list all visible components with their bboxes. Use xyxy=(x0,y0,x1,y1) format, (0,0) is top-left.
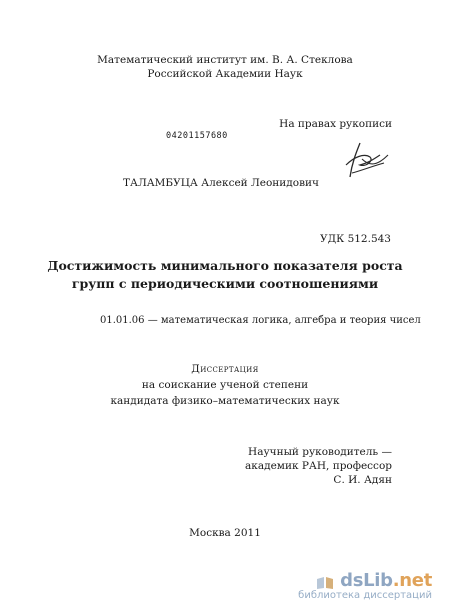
dissertation-type: Диссертация xyxy=(191,363,259,375)
institute-line-1: Математический институт им. В. А. Стеклова xyxy=(97,54,353,66)
author-name: ТАЛАМБУЦА Алексей Леонидович xyxy=(123,177,319,189)
advisor-role: Научный руководитель — xyxy=(248,446,392,458)
watermark-caption: библиотека диссертаций xyxy=(298,590,432,601)
dissertation-degree: кандидата физико–математических наук xyxy=(110,395,340,407)
advisor-name: С. И. Адян xyxy=(333,474,392,486)
dissertation-title xyxy=(0,257,450,293)
title-line-2: групп с периодическими соотношениями xyxy=(71,276,379,291)
signature xyxy=(340,137,392,183)
dissertation-type-block xyxy=(0,363,450,411)
watermark xyxy=(298,570,432,601)
archive-code: 04201157680 xyxy=(166,131,228,141)
advisor-rank: академик РАН, профессор xyxy=(245,460,392,472)
specialty: 01.01.06 — математическая логика, алгебра и теория чисел xyxy=(100,315,421,326)
watermark-brand-part2: .net xyxy=(392,570,432,591)
city-year: Москва 2011 xyxy=(189,527,261,539)
rights-note: На правах рукописи xyxy=(279,118,392,130)
institute-header xyxy=(0,54,450,82)
institute-line-2: Российской Академии Наук xyxy=(147,68,303,80)
title-line-1: Достижимость минимального показателя роста xyxy=(47,258,403,273)
watermark-logo xyxy=(298,570,432,591)
dissertation-purpose: на соискание ученой степени xyxy=(141,379,309,391)
advisor-block xyxy=(245,446,392,488)
udk-code: УДК 512.543 xyxy=(319,233,391,245)
watermark-brand-part1: dsLib xyxy=(340,570,393,591)
